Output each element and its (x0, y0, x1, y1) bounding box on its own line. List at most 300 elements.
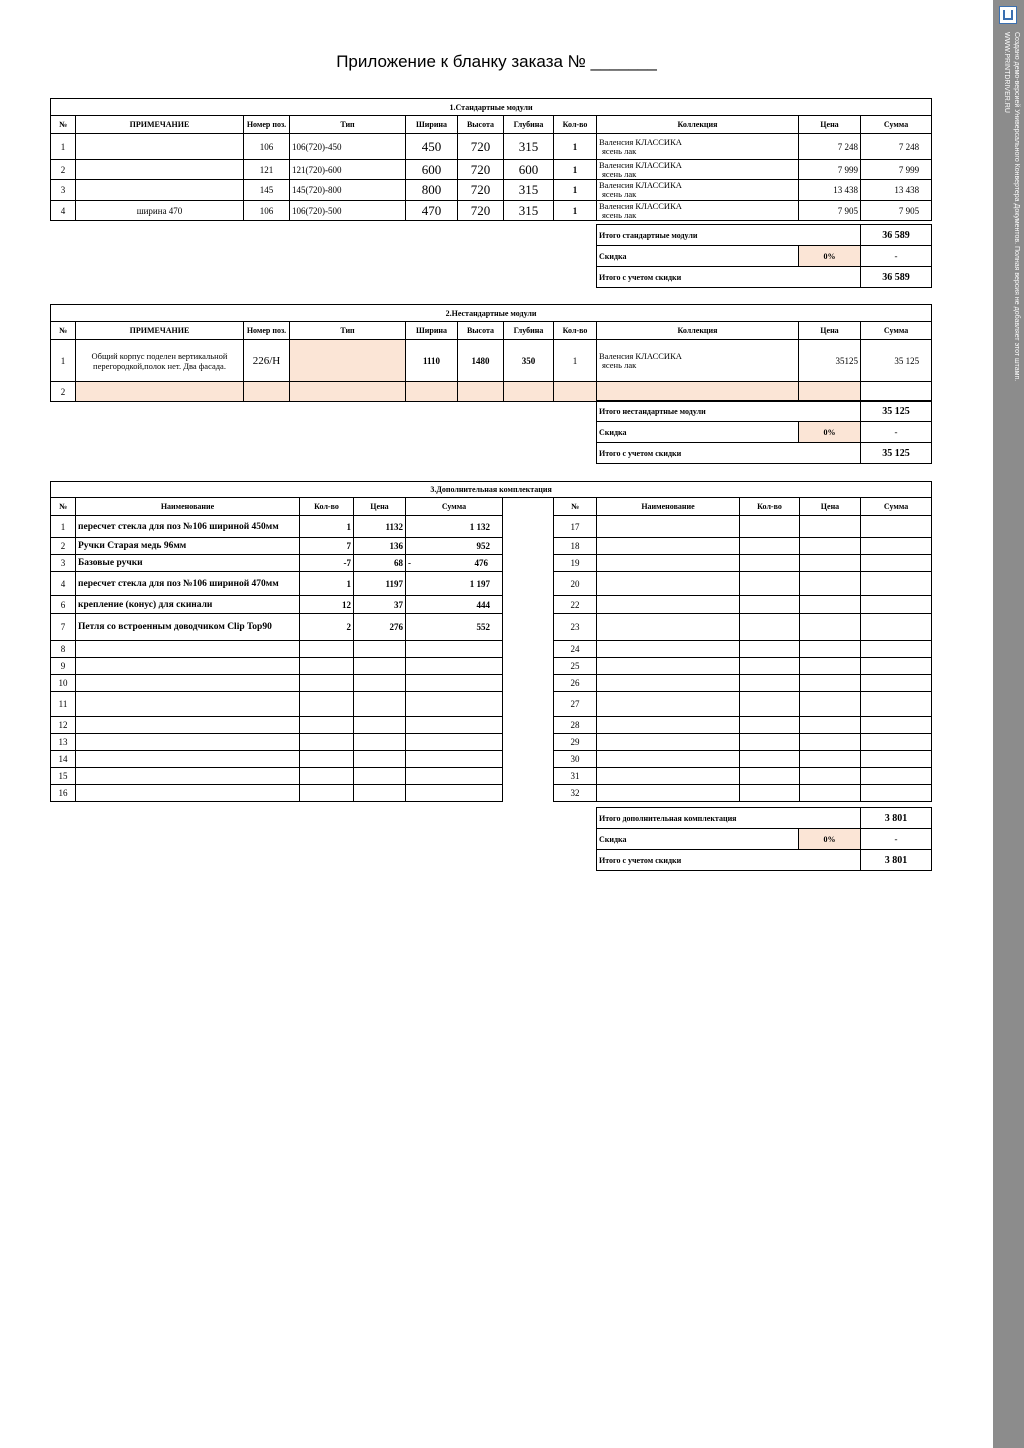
table-header (51, 322, 932, 340)
width-cell: 1110 (406, 340, 458, 382)
row-number: 2 (51, 382, 76, 402)
price-cell (800, 641, 861, 658)
row-number: 12 (51, 717, 76, 734)
column-gap (503, 641, 554, 658)
quantity-cell (300, 785, 354, 802)
column-header: Высота (458, 116, 504, 134)
table-row (51, 734, 932, 751)
additional-items-table (50, 481, 932, 802)
sum-cell (406, 658, 503, 675)
item-name (76, 717, 300, 734)
note-cell (76, 134, 244, 160)
height-cell: 1480 (458, 340, 504, 382)
column-gap (503, 538, 554, 555)
quantity-cell: 1 (554, 201, 597, 221)
sum-cell: 7 248 (861, 134, 932, 160)
collection-cell (597, 180, 799, 201)
type-cell (290, 340, 406, 382)
discount-percent: 0% (799, 246, 861, 267)
collection-finish: ясень лак (602, 168, 637, 179)
discount-label: Скидка (597, 829, 799, 850)
quantity-cell (740, 641, 800, 658)
row-number: 13 (51, 734, 76, 751)
table-row (51, 340, 932, 382)
quantity-cell: 7 (300, 538, 354, 555)
column-gap (503, 768, 554, 785)
depth-cell: 315 (504, 180, 554, 201)
additional-items-totals (596, 807, 932, 871)
collection-name: Валенсия КЛАССИКА (599, 350, 682, 361)
price-cell: 7 905 (799, 201, 861, 221)
price-cell (800, 658, 861, 675)
item-name (76, 751, 300, 768)
item-name (597, 768, 740, 785)
sum-cell (861, 717, 932, 734)
sum-cell: 7 905 (861, 201, 932, 221)
position-cell: 106 (244, 201, 290, 221)
note-cell (76, 160, 244, 180)
position-cell: 145 (244, 180, 290, 201)
row-number: 4 (51, 201, 76, 221)
sum-cell (861, 516, 932, 538)
item-name: крепление (конус) для скинали (76, 596, 300, 614)
sum-cell (861, 658, 932, 675)
price-cell (354, 768, 406, 785)
column-header: Цена (800, 498, 861, 516)
quantity-cell (740, 717, 800, 734)
sum-cell (861, 768, 932, 785)
table-row (51, 596, 932, 614)
row-number: 19 (554, 555, 597, 572)
sum-cell (406, 785, 503, 802)
total-value: 36 589 (861, 225, 932, 246)
table-row (51, 538, 932, 555)
row-number: 10 (51, 675, 76, 692)
depth-cell: 315 (504, 201, 554, 221)
row-number: 2 (51, 160, 76, 180)
demo-watermark-bar (993, 0, 1024, 1448)
note-cell: ширина 470 (76, 201, 244, 221)
watermark-text: Создано демо-версией Универсального Конвертера Документов. Полная версия не добавляет этот штамп. WWW.PRINTDRIVER.RU (1003, 32, 1020, 382)
row-number: 25 (554, 658, 597, 675)
nonstandard-modules-totals (596, 400, 932, 464)
item-name: пересчет стекла для поз №106 шириной 450мм (76, 516, 300, 538)
column-gap (503, 675, 554, 692)
table-header (51, 498, 932, 516)
row-number: 32 (554, 785, 597, 802)
price-cell: 7 999 (799, 160, 861, 180)
quantity-cell (300, 675, 354, 692)
price-cell (354, 717, 406, 734)
width-cell: 800 (406, 180, 458, 201)
price-cell: 276 (354, 614, 406, 641)
collection-cell (597, 201, 799, 221)
sum-cell (861, 382, 932, 402)
price-cell: 1132 (354, 516, 406, 538)
column-header: Высота (458, 322, 504, 340)
sum-cell (861, 734, 932, 751)
page-title: Приложение к бланку заказа № _______ (336, 52, 657, 71)
height-cell: 720 (458, 134, 504, 160)
column-gap (503, 751, 554, 768)
sum-cell: 552 (406, 614, 503, 641)
sum-cell (406, 675, 503, 692)
sum-sign: - (408, 558, 411, 568)
position-cell: 106 (244, 134, 290, 160)
price-cell (800, 692, 861, 717)
row-number: 9 (51, 658, 76, 675)
row-number: 7 (51, 614, 76, 641)
sum-cell (861, 751, 932, 768)
table-row (51, 134, 932, 160)
sum-cell (861, 692, 932, 717)
price-cell (800, 717, 861, 734)
total-after-discount-label: Итого с учетом скидки (597, 850, 861, 871)
quantity-cell (740, 555, 800, 572)
price-cell (800, 614, 861, 641)
quantity-cell (300, 641, 354, 658)
quantity-cell (300, 768, 354, 785)
total-value: 35 125 (861, 401, 932, 422)
item-name (597, 734, 740, 751)
price-cell (800, 785, 861, 802)
quantity-cell: 1 (554, 134, 597, 160)
sum-cell (406, 641, 503, 658)
row-number: 8 (51, 641, 76, 658)
sum-cell (406, 751, 503, 768)
sum-cell (406, 717, 503, 734)
height-cell: 720 (458, 160, 504, 180)
sum-cell: 444 (406, 596, 503, 614)
row-number: 17 (554, 516, 597, 538)
sum-cell (406, 555, 503, 572)
column-gap (503, 658, 554, 675)
price-cell (800, 516, 861, 538)
column-header: Цена (799, 322, 861, 340)
item-name (597, 614, 740, 641)
total-label: Итого стандартные модули (597, 225, 861, 246)
item-name (76, 734, 300, 751)
table-row (51, 180, 932, 201)
row-number: 1 (51, 340, 76, 382)
item-name (597, 538, 740, 555)
price-cell (354, 734, 406, 751)
width-cell: 600 (406, 160, 458, 180)
quantity-cell (740, 572, 800, 596)
discount-percent: 0% (799, 422, 861, 443)
sum-cell (861, 785, 932, 802)
table-row (51, 516, 932, 538)
row-number: 15 (51, 768, 76, 785)
collection-cell (597, 382, 799, 402)
column-gap (503, 555, 554, 572)
sum-cell (861, 641, 932, 658)
depth-cell: 315 (504, 134, 554, 160)
row-number: 30 (554, 751, 597, 768)
item-name (597, 785, 740, 802)
item-name (76, 675, 300, 692)
quantity-cell: 2 (300, 614, 354, 641)
width-cell: 450 (406, 134, 458, 160)
sum-cell: 952 (406, 538, 503, 555)
standard-modules-totals (596, 224, 932, 288)
table-row (51, 555, 932, 572)
sum-cell: 1 132 (406, 516, 503, 538)
total-label: Итого дополнительная комплектация (597, 808, 861, 829)
total-after-discount-label: Итого с учетом скидки (597, 443, 861, 464)
sum-cell (861, 538, 932, 555)
collection-name: Валенсия КЛАССИКА (599, 200, 682, 211)
sum-cell: 13 438 (861, 180, 932, 201)
item-name (597, 572, 740, 596)
quantity-cell (740, 538, 800, 555)
item-name (597, 658, 740, 675)
item-name (597, 751, 740, 768)
sum-cell (861, 555, 932, 572)
sum-value: 476 (474, 558, 488, 568)
quantity-cell: -7 (300, 555, 354, 572)
item-name (597, 641, 740, 658)
row-number: 4 (51, 572, 76, 596)
table-row (51, 658, 932, 675)
type-cell: 121(720)-600 (290, 160, 406, 180)
row-number: 31 (554, 768, 597, 785)
column-header: Кол-во (554, 116, 597, 134)
height-cell: 720 (458, 201, 504, 221)
price-cell: 37 (354, 596, 406, 614)
column-header: Ширина (406, 322, 458, 340)
discount-value: - (861, 422, 932, 443)
item-name (76, 768, 300, 785)
item-name: Ручки Старая медь 96мм (76, 538, 300, 555)
price-cell (800, 538, 861, 555)
section-title: 2.Нестандартные модули (51, 305, 932, 322)
section-title: 1.Стандартные модули (51, 99, 932, 116)
sum-cell: 35 125 (861, 340, 932, 382)
total-value: 3 801 (861, 808, 932, 829)
nonstandard-modules-table (50, 304, 932, 402)
quantity-cell (740, 675, 800, 692)
quantity-cell (740, 658, 800, 675)
quantity-cell (740, 596, 800, 614)
collection-cell (597, 340, 799, 382)
row-number: 3 (51, 180, 76, 201)
price-cell (800, 596, 861, 614)
printdriver-logo-icon (999, 6, 1017, 24)
column-header: Наименование (597, 498, 740, 516)
price-cell (799, 382, 861, 402)
column-header: № (51, 322, 76, 340)
table-row (51, 751, 932, 768)
row-number: 14 (51, 751, 76, 768)
item-name (597, 675, 740, 692)
column-header: Тип (290, 116, 406, 134)
column-header: Коллекция (597, 116, 799, 134)
column-header: Цена (354, 498, 406, 516)
column-header: ПРИМЕЧАНИЕ (76, 322, 244, 340)
table-row (51, 675, 932, 692)
table-row (51, 572, 932, 596)
row-number: 1 (51, 134, 76, 160)
column-header: Тип (290, 322, 406, 340)
discount-value: - (861, 829, 932, 850)
table-row (51, 717, 932, 734)
type-cell: 106(720)-500 (290, 201, 406, 221)
width-cell: 470 (406, 201, 458, 221)
sum-cell (861, 572, 932, 596)
item-name (597, 555, 740, 572)
quantity-cell (300, 751, 354, 768)
price-cell: 13 438 (799, 180, 861, 201)
price-cell (354, 641, 406, 658)
discount-value: - (861, 246, 932, 267)
table-row (51, 614, 932, 641)
price-cell (800, 734, 861, 751)
quantity-cell (740, 768, 800, 785)
depth-cell (504, 382, 554, 402)
column-header: Глубина (504, 116, 554, 134)
total-after-discount-value: 36 589 (861, 267, 932, 288)
column-header: Сумма (861, 498, 932, 516)
row-number: 29 (554, 734, 597, 751)
column-header: Кол-во (300, 498, 354, 516)
price-cell (800, 572, 861, 596)
quantity-cell: 1 (300, 516, 354, 538)
height-cell (458, 382, 504, 402)
row-number: 27 (554, 692, 597, 717)
table-row (51, 641, 932, 658)
column-header: Ширина (406, 116, 458, 134)
note-cell: Общий корпус поделен вертикальной перегородкой,полок нет. Два фасада. (76, 340, 244, 382)
sum-cell (406, 734, 503, 751)
column-header: Кол-во (554, 322, 597, 340)
quantity-cell: 1 (554, 340, 597, 382)
row-number: 24 (554, 641, 597, 658)
discount-label: Скидка (597, 246, 799, 267)
price-cell: 7 248 (799, 134, 861, 160)
row-number: 22 (554, 596, 597, 614)
quantity-cell (300, 734, 354, 751)
item-name (76, 658, 300, 675)
row-number: 28 (554, 717, 597, 734)
collection-name: Валенсия КЛАССИКА (599, 180, 682, 190)
table-row (51, 785, 932, 802)
price-cell: 35125 (799, 340, 861, 382)
sum-cell (861, 675, 932, 692)
column-header: Кол-во (740, 498, 800, 516)
collection-finish: ясень лак (602, 189, 637, 199)
item-name (597, 596, 740, 614)
column-header: № (51, 498, 76, 516)
depth-cell: 600 (504, 160, 554, 180)
column-header: Номер поз. (244, 116, 290, 134)
column-gap (503, 717, 554, 734)
row-number: 18 (554, 538, 597, 555)
column-gap (503, 614, 554, 641)
quantity-cell: 1 (300, 572, 354, 596)
sum-cell (861, 596, 932, 614)
column-header: Глубина (504, 322, 554, 340)
collection-finish: ясень лак (602, 145, 637, 156)
discount-percent: 0% (799, 829, 861, 850)
position-cell: 121 (244, 160, 290, 180)
item-name (76, 785, 300, 802)
row-number: 2 (51, 538, 76, 555)
quantity-cell (740, 614, 800, 641)
item-name (76, 641, 300, 658)
column-gap (503, 785, 554, 802)
sum-cell: 1 197 (406, 572, 503, 596)
table-row (51, 382, 932, 402)
column-gap (503, 498, 554, 516)
position-cell (244, 382, 290, 402)
price-cell (800, 555, 861, 572)
column-gap (503, 572, 554, 596)
collection-finish: ясень лак (602, 359, 637, 370)
total-label: Итого нестандартные модули (597, 401, 861, 422)
quantity-cell (554, 382, 597, 402)
column-header: Сумма (406, 498, 503, 516)
quantity-cell: 1 (554, 160, 597, 180)
position-cell: 226/Н (244, 340, 290, 382)
table-row (51, 201, 932, 221)
price-cell: 136 (354, 538, 406, 555)
row-number: 3 (51, 555, 76, 572)
price-cell: 68 (354, 555, 406, 572)
column-header: Цена (799, 116, 861, 134)
item-name (597, 516, 740, 538)
total-after-discount-value: 3 801 (861, 850, 932, 871)
table-row (51, 692, 932, 717)
sum-cell (406, 692, 503, 717)
item-name: пересчет стекла для поз №106 шириной 470мм (76, 572, 300, 596)
item-name (597, 717, 740, 734)
price-cell (800, 768, 861, 785)
price-cell (354, 675, 406, 692)
height-cell: 720 (458, 180, 504, 201)
depth-cell: 350 (504, 340, 554, 382)
price-cell (354, 751, 406, 768)
item-name: Петля со встроенным доводчиком Clip Top90 (76, 614, 300, 641)
column-header: № (51, 116, 76, 134)
item-name (76, 692, 300, 717)
row-number: 23 (554, 614, 597, 641)
column-header: ПРИМЕЧАНИЕ (76, 116, 244, 134)
row-number: 16 (51, 785, 76, 802)
note-cell (76, 382, 244, 402)
type-cell (290, 382, 406, 402)
item-name: Базовые ручки (76, 555, 300, 572)
column-gap (503, 692, 554, 717)
column-header: Коллекция (597, 322, 799, 340)
total-after-discount-label: Итого с учетом скидки (597, 267, 861, 288)
quantity-cell (740, 734, 800, 751)
column-header: Сумма (861, 322, 932, 340)
row-number: 26 (554, 675, 597, 692)
price-cell (354, 658, 406, 675)
price-cell: 1197 (354, 572, 406, 596)
column-header: Наименование (76, 498, 300, 516)
section-title: 3.Дополнительная комплектация (51, 482, 932, 498)
sum-cell: 7 999 (861, 160, 932, 180)
column-gap (503, 734, 554, 751)
total-after-discount-value: 35 125 (861, 443, 932, 464)
row-number: 20 (554, 572, 597, 596)
quantity-cell (300, 658, 354, 675)
column-gap (503, 596, 554, 614)
row-number: 6 (51, 596, 76, 614)
table-header (51, 116, 932, 134)
